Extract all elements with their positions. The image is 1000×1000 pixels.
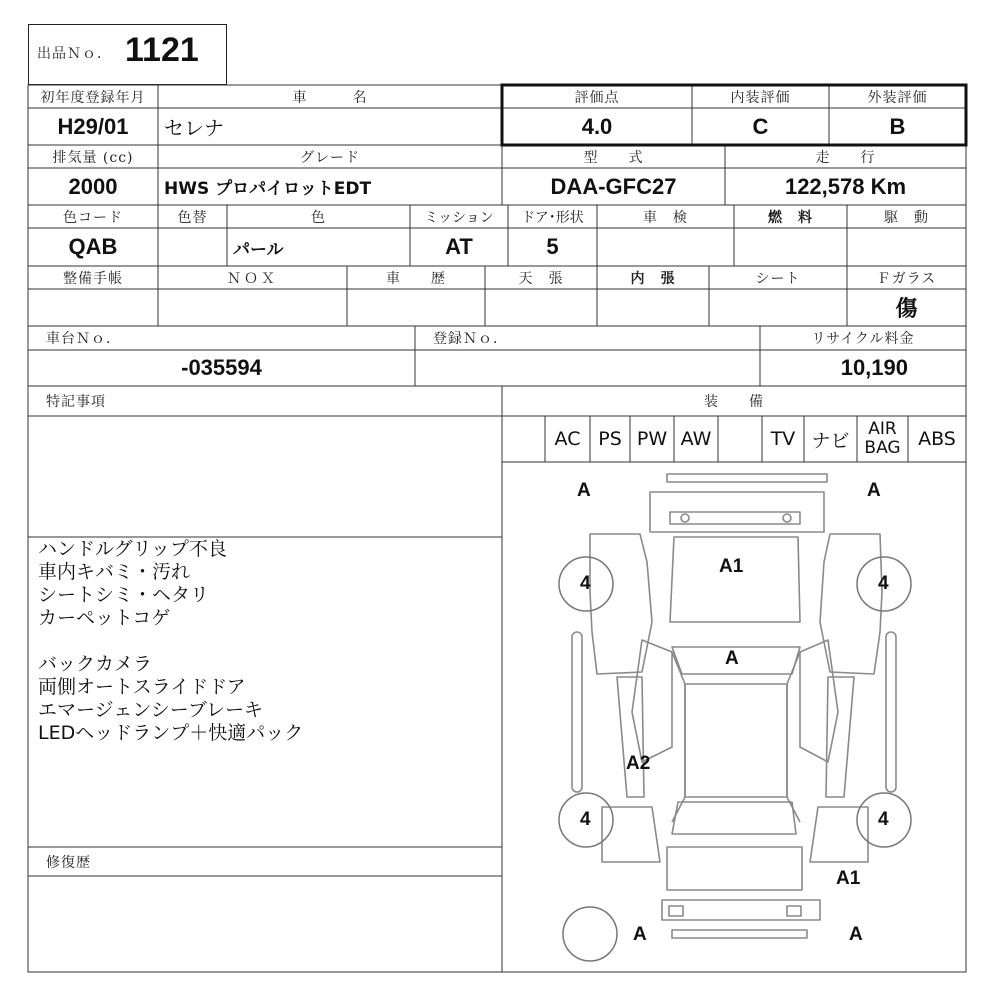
fuel-label: 燃 料: [768, 209, 813, 226]
displacement-label: 排気量 (cc): [52, 149, 134, 166]
color-label: 色: [311, 209, 326, 226]
tire-front-right-depth: 4: [878, 573, 889, 594]
rear-left-quarter: [602, 807, 660, 862]
nox-label: ＮＯＸ: [227, 270, 278, 287]
exterior-grade-value: B: [889, 113, 906, 139]
score-value: 4.0: [581, 113, 613, 139]
grade-value: HWS プロパイロットEDT: [164, 179, 372, 199]
score-label: 評価点: [574, 89, 620, 106]
chassis-no-value: -035594: [181, 355, 262, 380]
left-slide-door: [617, 677, 644, 797]
interior-grade-value: C: [752, 113, 769, 139]
equipment-pw: PW: [636, 428, 668, 450]
history-label: 車 歴: [386, 270, 446, 287]
mark-rear-left-corner: A: [633, 924, 647, 945]
tire-front-left-depth: 4: [580, 573, 591, 594]
repair-history-value: [38, 880, 498, 960]
equipment-ac: AC: [554, 428, 581, 450]
seat-value: [709, 289, 847, 326]
mark-hood: A1: [719, 556, 744, 577]
lot-number-label: 出品Ｎｏ．: [37, 46, 112, 62]
registration-no-label: 登録Ｎｏ．: [433, 331, 508, 347]
reg-year-value: H29/01: [57, 113, 129, 139]
seat-label: シート: [755, 270, 801, 287]
lot-number-value: 1121: [125, 31, 199, 69]
model-code-value: DAA-GFC27: [550, 173, 677, 199]
color-change-value: [158, 228, 227, 266]
equipment-abs: ABS: [918, 428, 956, 450]
left-front-door: [632, 640, 672, 762]
notes-text: ハンドルグリップ不良 車内キバミ・汚れ シートシミ・ヘタリ カーペットコゲ バックカメラ 両側オートスライドドア エマージェンシーブレーキ LEDヘッドランプ＋快適パック: [38, 538, 304, 744]
mark-front-left-corner: A: [577, 480, 591, 501]
mark-front-right-corner: A: [867, 480, 881, 501]
notes-label: 特記事項: [46, 394, 106, 410]
equipment-navi: ナビ: [811, 429, 850, 452]
door-shape-label: ドア･形状: [521, 209, 584, 226]
color-code-label: 色コード: [63, 209, 123, 226]
inspection-label: 車 検: [643, 209, 688, 226]
grade-label: グレード: [300, 149, 360, 166]
front-glass-label: Ｆガラス: [876, 270, 937, 287]
right-slide-door: [826, 677, 854, 797]
drive-label: 駆 動: [884, 209, 929, 226]
vehicle-damage-diagram: [502, 462, 966, 972]
right-front-door: [800, 640, 838, 762]
door-shape-value: 5: [546, 234, 559, 259]
equipment-aw: AW: [680, 428, 712, 450]
tire-rear-right-depth: 4: [878, 809, 889, 830]
color-value: パール: [233, 239, 284, 260]
car-name-value: セレナ: [164, 116, 224, 140]
color-change-label: 色替: [177, 209, 208, 226]
spare-tire-circle: [563, 907, 617, 961]
mileage-label: 走 行: [815, 149, 876, 166]
repair-history-label: 修復歴: [46, 854, 91, 871]
fuel-value: [734, 228, 847, 266]
mark-windshield: A: [725, 648, 739, 669]
mark-rear-right: A1: [836, 868, 861, 889]
nox-value: [158, 289, 347, 326]
mark-left-side: A2: [626, 753, 651, 774]
mark-rear-right-corner: A: [849, 924, 863, 945]
drive-value: [847, 228, 966, 266]
inner-trim-value: [597, 289, 709, 326]
car-name-label: 車 名: [292, 89, 368, 106]
recycle-fee-value: 10,190: [840, 355, 908, 380]
equipment-label: 装 備: [704, 394, 764, 410]
inspection-value: [597, 228, 734, 266]
tailgate-outline: [667, 847, 802, 890]
model-code-label: 型 式: [583, 149, 644, 166]
displacement-value: 2000: [68, 173, 118, 199]
mission-label: ミッション: [424, 209, 494, 226]
mission-value: AT: [445, 234, 473, 259]
registration-no-value: [415, 350, 760, 386]
left-pillar: [672, 652, 685, 822]
service-book-value: [28, 289, 158, 326]
equipment-tv: TV: [770, 428, 796, 450]
front-bumper-outline: [667, 474, 827, 482]
history-value: [347, 289, 485, 326]
equipment-airbag: AIR BAG: [864, 419, 901, 458]
reg-year-label: 初年度登録年月: [40, 89, 146, 106]
front-glass-value: 傷: [895, 297, 918, 322]
mileage-value: 122,578 Km: [784, 173, 907, 199]
inner-trim-label: 内 張: [630, 270, 676, 287]
headliner-value: [485, 289, 597, 326]
recycle-fee-label: リサイクル料金: [811, 331, 915, 347]
rear-right-quarter: [810, 807, 868, 862]
tire-rear-left-depth: 4: [580, 809, 591, 830]
rear-window-outline: [672, 802, 796, 834]
right-pillar: [787, 652, 800, 822]
roof-outline: [685, 684, 787, 797]
headliner-label: 天 張: [518, 270, 564, 287]
hood-outline: [670, 537, 800, 622]
equipment-ps: PS: [598, 428, 622, 450]
color-code-value: QAB: [68, 234, 118, 259]
service-book-label: 整備手帳: [63, 270, 123, 287]
interior-grade-label: 内装評価: [730, 89, 791, 106]
exterior-grade-label: 外装評価: [867, 89, 928, 106]
front-left-fender: [590, 534, 652, 674]
rear-bumper-outline: [662, 900, 820, 920]
chassis-no-label: 車台Ｎｏ．: [46, 331, 121, 347]
